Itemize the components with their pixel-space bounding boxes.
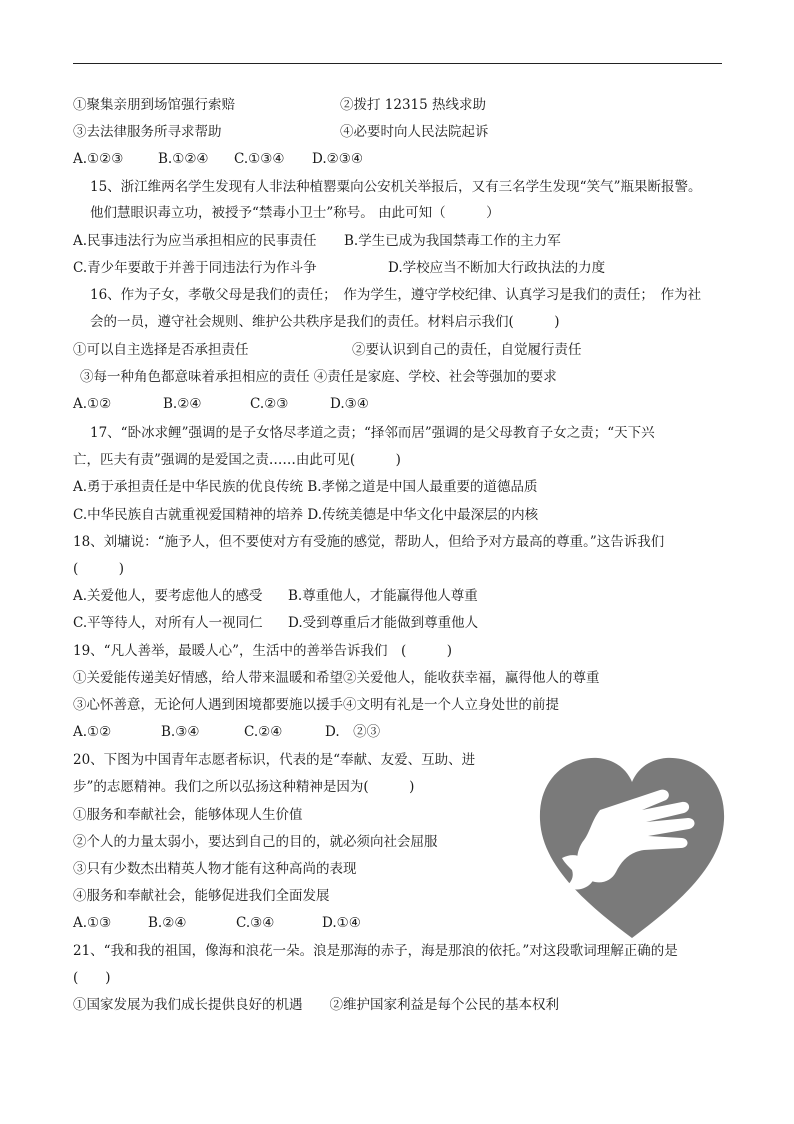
choice-b: B.学生已成为我国禁毒工作的主力军 [344,233,561,249]
choice-b: B.①②④ [158,151,209,167]
choice-d: D.③④ [330,396,369,412]
question-17: 17、“卧冰求鲤”强调的是子女恪尽孝道之责；“择邻而居”强调的是父母教育子女之责；“天下兴 [90,425,655,441]
option-line: ②个人的力量太弱小，要达到自己的目的，就必须向社会屈服 [73,834,438,850]
answer-choices [73,914,361,932]
option-line: ③心怀善意，无论何人遇到困境都要施以援手④文明有礼是一个人立身处世的前提 [73,697,559,713]
choice-d: D.学校应当不断加大行政执法的力度 [388,260,606,276]
answer-choices [73,395,369,413]
header-rule [73,63,722,64]
answer-choices [73,723,380,741]
choice-c: C.平等待人，对所有人一视同仁 [73,615,263,631]
option-line: ①可以自主选择是否承担责任 [73,342,249,358]
answer-choices [73,150,363,168]
option-line: ②要认识到自己的责任，自觉履行责任 [352,342,582,358]
choice-a: A.①②③ [73,151,124,167]
question-18-cont: ( ) [73,561,125,577]
option-line: ④必要时向人民法院起诉 [340,124,489,140]
question-15-cont: 他们慧眼识毒立功，被授予“禁毒小卫士”称号。 由此可知（ ） [90,205,500,221]
choice-a: A.①③ [73,915,112,931]
question-15: 15、浙江维两名学生发现有人非法种植罂粟向公安机关举报后，又有三名学生发现“笑气”瓶果断报警。 [90,179,702,195]
choice-d: D.①④ [322,915,361,931]
option-line: ③只有少数杰出精英人物才能有这种高尚的表现 [73,861,357,877]
choice-c: C.③④ [236,915,275,931]
question-16-cont: 会的一员，遵守社会规则、维护公共秩序是我们的责任。材料启示我们( ) [90,314,560,330]
choice-a: A.①② [73,396,112,412]
option-line: ③每一种角色都意味着承担相应的责任 ④责任是家庭、学校、社会等强加的要求 [80,369,557,385]
option-line: ①国家发展为我们成长提供良好的机遇 ②维护国家利益是每个公民的基本权利 [73,997,559,1013]
option-line: ①聚集亲朋到场馆强行索赔 [73,97,235,113]
question-20: 20、下图为中国青年志愿者标识，代表的是“奉献、友爱、互助、进 [73,752,476,768]
option-line: ②拨打 12315 热线求助 [340,97,487,113]
choice-b: B.②④ [163,396,202,412]
choice-b: B.②④ [148,915,187,931]
choices-ab: A.勇于承担责任是中华民族的优良传统 B.孝悌之道是中国人最重要的道德品质 [73,479,538,495]
choice-b: B.尊重他人，才能赢得他人尊重 [288,588,478,604]
choice-a: A.民事违法行为应当承担相应的民事责任 [73,233,317,249]
question-16: 16、作为子女，孝敬父母是我们的责任； 作为学生，遵守学校纪律、认真学习是我们的责任； 作为社 [90,287,702,303]
heart-hand-dove-icon [532,748,732,944]
question-21: 21、“我和我的祖国，像海和浪花一朵。浪是那海的赤子，海是那浪的依托。”对这段歌词理解正确的是 [73,943,678,959]
choice-d: D.②③④ [312,151,363,167]
choice-c: C.青少年要敢于并善于同违法行为作斗争 [73,260,317,276]
choice-d: D. ②③ [325,724,381,740]
choice-c: C.①③④ [234,151,285,167]
question-20-cont: 步”的志愿精神。我们之所以弘扬这种精神是因为( ) [73,779,415,795]
choices-cd: C.中华民族自古就重视爱国精神的培养 D.传统美德是中华文化中最深层的内核 [73,507,539,523]
question-19: 19、“凡人善举，最暖人心”，生活中的善举告诉我们 ( ) [73,643,453,659]
choice-d: D.受到尊重后才能做到尊重他人 [288,615,479,631]
choice-c: C.②③ [250,396,289,412]
choice-c: C.②④ [244,724,283,740]
option-line: ①关爱能传递美好情感，给人带来温暖和希望②关爱他人，能收获幸福，赢得他人的尊重 [73,670,600,686]
option-line: ④服务和奉献社会，能够促进我们全面发展 [73,888,330,904]
choice-a: A.①② [73,724,112,740]
question-21-cont: ( ) [73,970,111,986]
question-18: 18、刘墉说：“施予人，但不要使对方有受施的感觉，帮助人，但给予对方最高的尊重。”这告诉我们 [73,534,665,550]
choice-a: A.关爱他人，要考虑他人的感受 [73,588,263,604]
choice-b: B.③④ [161,724,200,740]
option-line: ③去法律服务所寻求帮助 [73,124,222,140]
option-line: ①服务和奉献社会，能够体现人生价值 [73,807,303,823]
question-17-cont: 亡，匹夫有责”强调的是爱国之责……由此可见( ) [73,452,401,468]
